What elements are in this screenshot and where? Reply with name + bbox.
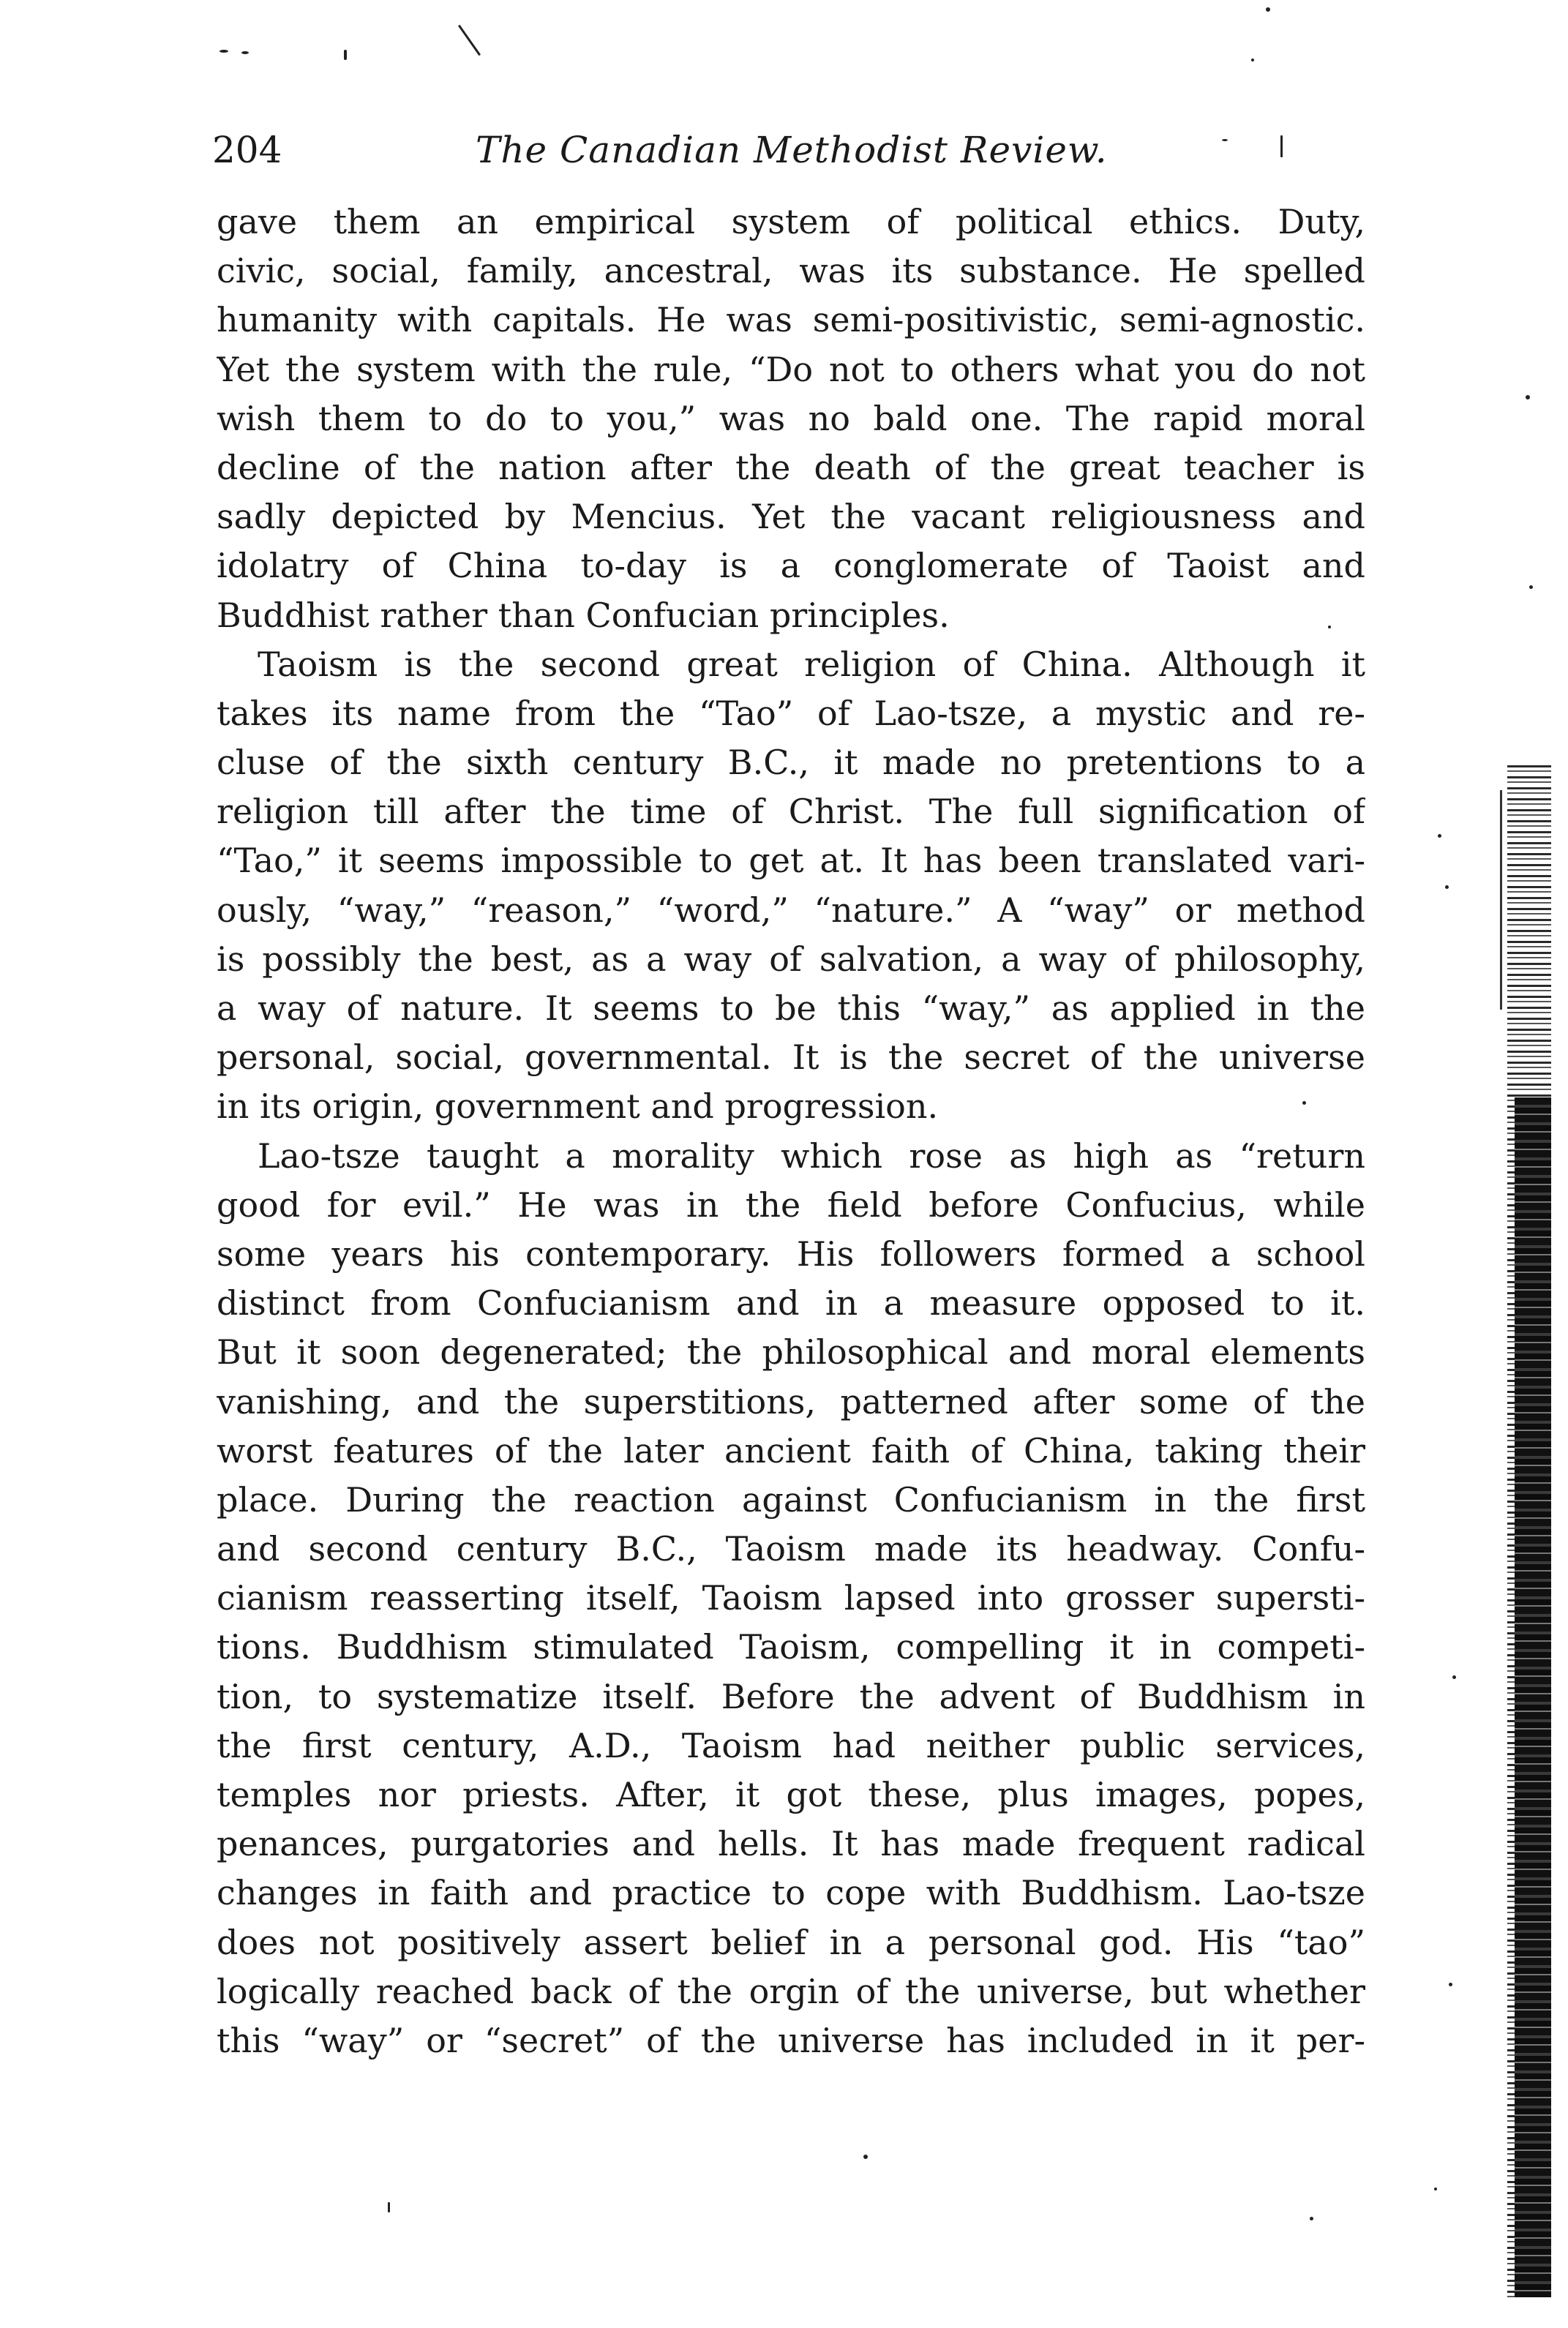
text-line: penances, purgatories and hells. It has made frequent radical — [217, 1824, 1365, 1864]
scan-speck — [388, 2202, 390, 2212]
page-edge-line — [1500, 790, 1502, 1010]
text-line: gave them an empirical system of political ethics. Duty, — [217, 202, 1365, 241]
text-line: the first century, A.D., Taoism had neither public services, — [217, 1725, 1365, 1765]
text-line: Taoism is the second great religion of China. Although it — [258, 644, 1365, 684]
scan-speck — [1222, 139, 1228, 141]
text-line: civic, social, family, ancestral, was its substance. He spelled — [217, 251, 1365, 291]
scan-speck — [1452, 1675, 1456, 1679]
scan-speck — [344, 50, 347, 60]
text-line: Buddhist rather than Confucian principles. — [217, 595, 950, 635]
text-line: personal, social, governmental. It is the secret of the universe — [217, 1037, 1365, 1078]
text-line: changes in faith and practice to cope with Buddhism. Lao-tsze — [217, 1873, 1365, 1913]
paragraph — [217, 640, 1365, 1132]
text-line: Yet the system with the rule, “Do not to others what you do not — [217, 349, 1365, 389]
scan-speck — [1445, 885, 1449, 889]
text-line: takes its name from the “Tao” of Lao-tsze, a mystic and re- — [217, 693, 1365, 733]
text-line: cianism reasserting itself, Taoism lapsed into grosser supersti- — [217, 1578, 1365, 1618]
scan-speck — [1529, 585, 1533, 589]
text-line: But it soon degenerated; the philosophical and moral elements — [217, 1332, 1365, 1373]
text-line: this “way” or “secret” of the universe has included in it per- — [217, 2020, 1365, 2060]
text-line: religion till after the time of Christ. The full signification of — [217, 792, 1365, 832]
paragraph — [217, 198, 1365, 640]
text-line: does not positively assert belief in a personal god. His “tao” — [217, 1922, 1365, 1962]
scan-speck — [1526, 395, 1530, 399]
text-line: good for evil.” He was in the field before Confucius, while — [217, 1184, 1365, 1225]
paragraph — [217, 1132, 1365, 2066]
scan-speck — [241, 51, 249, 54]
scan-speck — [1328, 626, 1331, 628]
text-line: wish them to do to you,” was no bald one. The rapid moral — [217, 398, 1365, 438]
text-line: “Tao,” it seems impossible to get at. It has been translated vari- — [217, 841, 1365, 881]
scan-speck — [1310, 2217, 1313, 2220]
scan-speck — [1266, 7, 1270, 12]
text-line: a way of nature. It seems to be this “way,” as applied in the — [217, 988, 1365, 1028]
scan-speck — [1434, 2188, 1437, 2190]
text-line: tions. Buddhism stimulated Taoism, compelling it in competi- — [217, 1627, 1365, 1667]
text-line: some years his contemporary. His followers formed a school — [217, 1234, 1365, 1274]
text-line: distinct from Confucianism and in a measure opposed to it. — [217, 1283, 1365, 1323]
text-line: place. During the reaction against Confucianism in the first — [217, 1479, 1365, 1520]
scan-speck — [458, 25, 481, 56]
scan-speck — [1251, 59, 1254, 61]
text-line: ously, “way,” “reason,” “word,” “nature.” A “way” or method — [217, 890, 1365, 930]
text-line: sadly depicted by Mencius. Yet the vacant religiousness and — [217, 497, 1365, 537]
scan-speck — [1302, 1101, 1306, 1105]
text-line: tion, to systematize itself. Before the advent of Buddhism in — [217, 1676, 1365, 1716]
text-line: Lao-tsze taught a morality which rose as high as “return — [258, 1135, 1365, 1176]
text-line: logically reached back of the orgin of the universe, but whether — [217, 1971, 1365, 2011]
text-line: in its origin, government and progression. — [217, 1086, 939, 1127]
scan-speck — [1280, 135, 1283, 157]
text-line: idolatry of China to-day is a conglomerate of Taoist and — [217, 546, 1365, 586]
text-line: cluse of the sixth century B.C., it made no pretentions to a — [217, 743, 1365, 783]
page-header — [212, 117, 1354, 183]
running-title: The Canadian Methodist Review. — [476, 129, 1108, 171]
body-text — [217, 198, 1365, 2065]
scan-speck — [863, 2155, 868, 2159]
text-line: vanishing, and the superstitions, patterned after some of the — [217, 1381, 1365, 1422]
text-line: and second century B.C., Taoism made its headway. Confu- — [217, 1529, 1365, 1569]
text-line: temples nor priests. After, it got these, plus images, popes, — [217, 1775, 1365, 1814]
text-line: worst features of the later ancient faith of China, taking their — [217, 1430, 1365, 1471]
page-edge-shadow — [1515, 1097, 1551, 2297]
scan-speck — [1438, 834, 1441, 838]
text-line: decline of the nation after the death of the great teacher is — [217, 447, 1365, 487]
text-line: is possibly the best, as a way of salvation, a way of philosophy, — [217, 939, 1365, 979]
scan-speck — [1449, 1983, 1452, 1986]
scan-speck — [220, 50, 228, 53]
page-number: 204 — [212, 129, 282, 171]
text-line: humanity with capitals. He was semi-positivistic, semi-agnostic. — [217, 300, 1365, 340]
